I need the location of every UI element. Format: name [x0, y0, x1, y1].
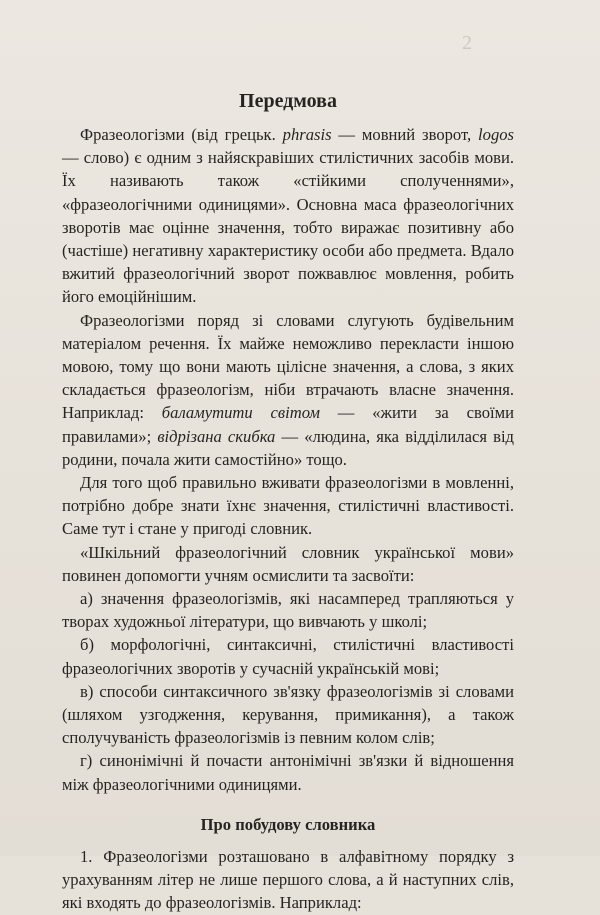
list-item-b: б) морфологічні, синтаксичні, стилістичні властивості фразеологічних зворотів у сучасній українській мові;: [62, 635, 514, 678]
structure-title: Про побудову словника: [200, 814, 376, 834]
text-run: Фразеологізми поряд зі словами слугують будівельним матеріалом речення. Їх майже неможливо перекласти іншою мовою, тому що вони мають цілісне значення, а слова, з яких складається фразеологізм, ніби втрачають власне значення. Наприклад:: [62, 310, 514, 423]
text-run: Фразеологізми (від грецьк.: [80, 125, 283, 144]
text-run: — мовний зворот,: [331, 125, 479, 144]
text-run: — «жити за своїми правилами»;: [62, 403, 514, 446]
preface-paragraph-4: «Шкільний фразеологічний словник української мови» повинен допомогти учням осмислити та засвоїти:: [62, 542, 514, 585]
list-item-a: а) значення фразеологізмів, які насамперед трапляються у творах художньої літератури, що вивчають у школі;: [62, 589, 514, 632]
preface-paragraph-1: [62, 123, 514, 309]
text-run-italic: баламутити світом: [161, 403, 320, 423]
page-content: [62, 88, 514, 915]
page-number-faint: 2: [462, 32, 472, 54]
structure-paragraph-1: 1. Фразеологізми розташовано в алфавітному порядку з урахуванням літер не лише першого слова, а й наступних слів, які входять до фразеологізмів. Наприклад:: [62, 846, 514, 913]
list-item-c: в) способи синтаксичного зв'язку фразеологізмів зі словами (шляхом узгодження, керування, примикання), а також сполучуваність фразеологізмів із певним колом слів;: [62, 681, 514, 748]
preface-paragraph-3: Для того щоб правильно вживати фразеологізми в мовленні, потрібно добре знати їхнє значення, стилістичні властивості. Саме тут і стане у пригоді словник.: [62, 473, 514, 539]
list-item-d: г) синонімічні й почасти антонімічні зв'язки й відношення між фразеологічними одиницями.: [62, 751, 514, 794]
text-run-italic: logos: [478, 125, 514, 144]
preface-title: Передмова: [239, 90, 337, 112]
text-run-italic: відрізана скибка: [157, 426, 276, 446]
preface-paragraph-2: [62, 309, 514, 471]
text-run-italic: phrasis: [282, 125, 332, 144]
text-run: — слово) є одним з найяскравіших стилістичних засобів мови. Їх називають також «стійкими сполученнями», «фразеологічними одиницями». Основна маса фразеологічних зворотів має оцінне значення, тобто виражає позитивну або (частіше) негативну характеристику особи або предмета. Вдало вжитий фразеологічний зворот пожвавлює мовлення, робить його емоційнішим.: [62, 148, 514, 307]
text-run: — «людина, яка відділилася від родини, почала жити самостійно» тощо.: [62, 426, 514, 469]
